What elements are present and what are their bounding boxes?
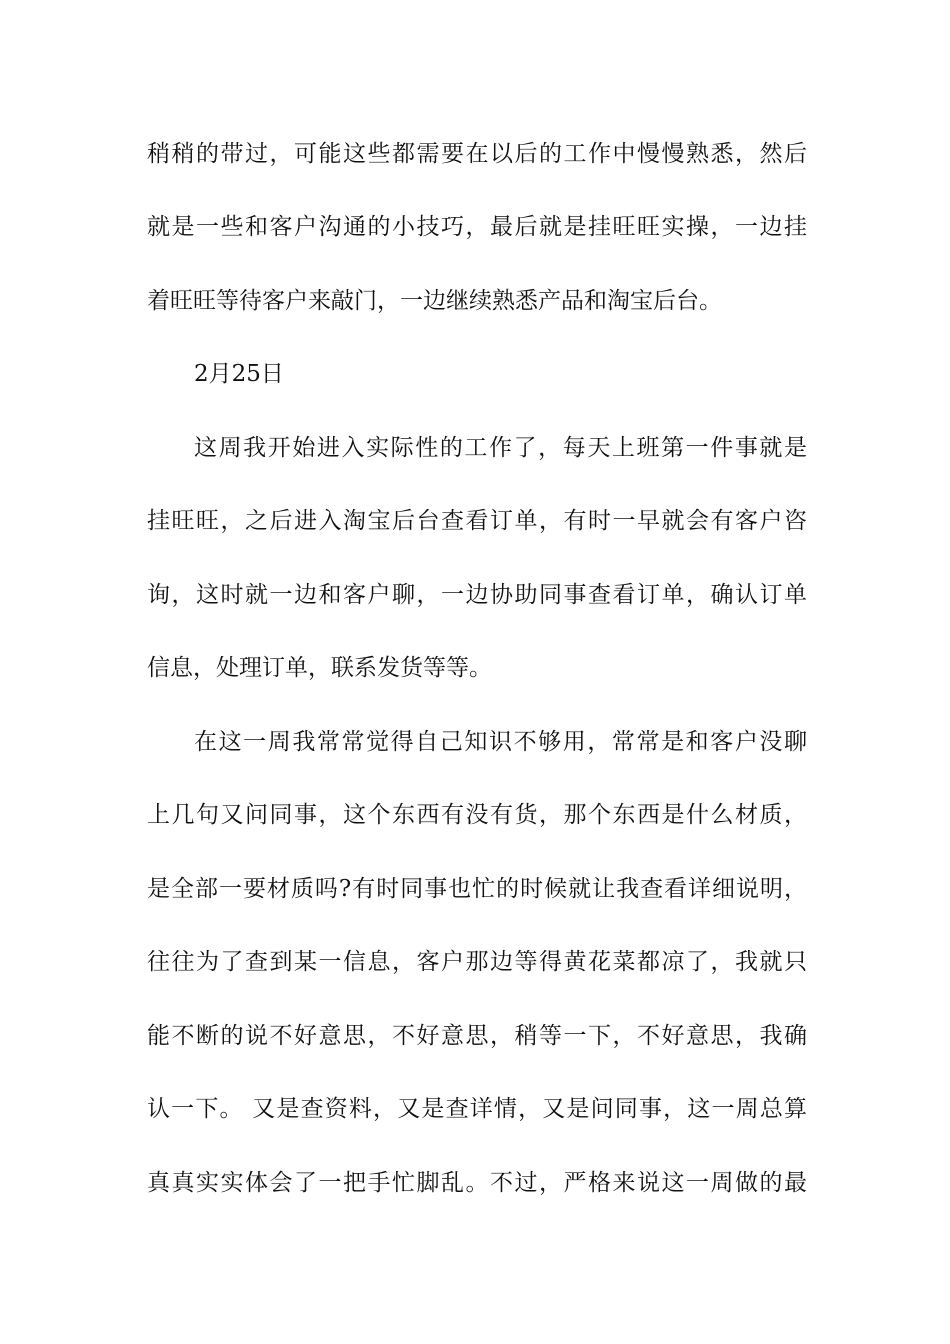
paragraph-2-line-1: 这周我开始进入实际性的工作了，每天上班第一件事就是: [194, 435, 807, 461]
paragraph-1-line-3: 着旺旺等待客户来敲门，一边继续熟悉产品和淘宝后台。: [147, 288, 722, 314]
paragraph-2-line-4: 信息，处理订单，联系发货等等。: [147, 655, 492, 681]
paragraph-3-line-3: 是全部一要材质吗?有时同事也忙的时候就让我查看详细说明，: [147, 876, 807, 902]
paragraph-3-line-7: 真真实实体会了一把手忙脚乱。不过，严格来说这一周做的最: [147, 1170, 807, 1196]
date-heading: 2月25日: [194, 361, 284, 387]
paragraph-3-line-6: 认一下。 又是查资料，又是查详情，又是问同事，这一周总算: [147, 1096, 807, 1122]
paragraph-3-line-1: 在这一周我常常觉得自己知识不够用，常常是和客户没聊: [194, 729, 807, 755]
paragraph-3-line-2: 上几句又问同事，这个东西有没有货，那个东西是什么材质，: [147, 802, 807, 828]
paragraph-1-line-2: 就是一些和客户沟通的小技巧，最后就是挂旺旺实操，一边挂: [147, 214, 807, 240]
paragraph-1-line-1: 稍稍的带过，可能这些都需要在以后的工作中慢慢熟悉，然后: [147, 141, 807, 167]
paragraph-3-line-5: 能不断的说不好意思，不好意思，稍等一下，不好意思，我确: [147, 1023, 807, 1049]
paragraph-2-line-3: 询，这时就一边和客户聊，一边协助同事查看订单，确认订单: [147, 582, 807, 608]
paragraph-3-line-4: 往往为了查到某一信息，客户那边等得黄花菜都凉了，我就只: [147, 949, 807, 975]
paragraph-2-line-2: 挂旺旺，之后进入淘宝后台查看订单，有时一早就会有客户咨: [147, 508, 807, 534]
